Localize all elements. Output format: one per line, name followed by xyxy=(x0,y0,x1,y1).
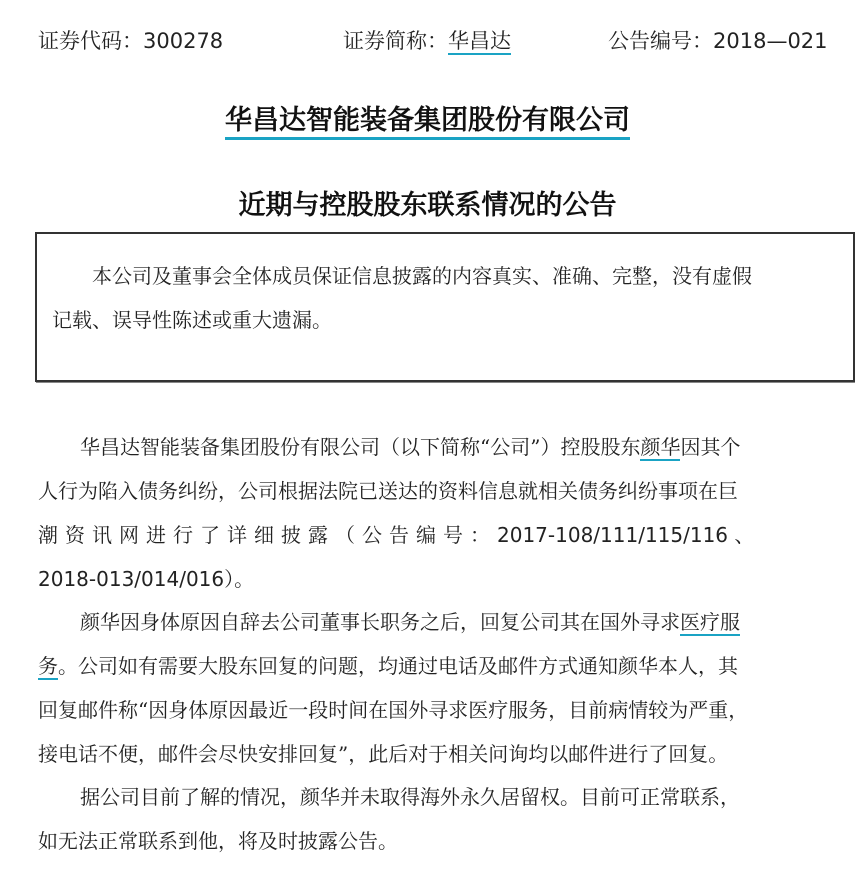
p2-line-1 xyxy=(38,600,828,644)
p1-line-1 xyxy=(38,425,828,469)
announcement-subject: 近期与控股股东联系情况的公告 xyxy=(238,190,617,221)
announcement-header xyxy=(38,26,828,56)
p1-line-4 xyxy=(38,557,828,601)
p2-line-2 xyxy=(38,644,828,688)
p3-line-2: 如无法正常联系到他，将及时披露公告。 xyxy=(38,829,398,853)
paragraph-medical-treatment xyxy=(38,600,828,776)
company-title-link[interactable]: 华昌达智能装备集团股份有限公司 xyxy=(225,105,630,140)
security-code-label: 证券代码： xyxy=(38,29,143,53)
security-short-name xyxy=(343,26,511,56)
notice-number-label: 公告编号： xyxy=(608,29,713,53)
notice-numbers-2017: 2017-108/111/115/116 xyxy=(497,523,729,547)
p2-text: 。公司如有需要大股东回复的问题，均通过电话及邮件方式通知颜华本人，其 xyxy=(58,654,738,678)
p2-text: 颜华因身体原因自辞去公司董事长职务之后，回复公司其在国外寻求 xyxy=(80,610,680,634)
disclaimer-line-2: 记载、误导性陈述或重大遗漏。 xyxy=(52,308,332,332)
p3-line-1: 据公司目前了解的情况，颜华并未取得海外永久居留权。目前可正常联系， xyxy=(80,785,740,809)
medical-service-link-cont[interactable]: 务 xyxy=(38,654,58,678)
p1-text: 因其个 xyxy=(680,435,741,459)
paragraph-debt-dispute xyxy=(38,425,828,601)
notice-numbers-2018: 2018-013/014/016 xyxy=(38,567,225,591)
p1-text: 华昌达智能装备集团股份有限公司（以下简称“公司”）控股股东 xyxy=(80,435,641,459)
security-short-name-label: 证券简称： xyxy=(343,29,448,53)
disclaimer-box xyxy=(35,232,855,382)
p2-line-4: 接电话不便，邮件会尽快安排回复”，此后对于相关问询均以邮件进行了回复。 xyxy=(38,742,729,766)
notice-number-value: 2018—021 xyxy=(713,29,828,53)
p1-text: 、 xyxy=(728,523,755,547)
p2-line-3: 回复邮件称“因身体原因最近一段时间在国外寻求医疗服务，目前病情较为严重， xyxy=(38,698,749,722)
security-code-value: 300278 xyxy=(143,29,224,53)
notice-number xyxy=(608,26,828,56)
p1-line-2: 人行为陷入债务纠纷，公司根据法院已送达的资料信息就相关债务纠纷事项在巨 xyxy=(38,479,738,503)
disclaimer-text xyxy=(52,254,847,342)
p1-text: ）。 xyxy=(224,567,255,591)
company-title xyxy=(0,98,855,137)
disclaimer-line-1: 本公司及董事会全体成员保证信息披露的内容真实、准确、完整，没有虚假 xyxy=(92,264,752,288)
security-short-name-link[interactable]: 华昌达 xyxy=(448,29,511,53)
medical-service-link[interactable]: 医疗服 xyxy=(680,610,740,634)
security-code xyxy=(38,26,223,56)
shareholder-name-link[interactable]: 颜华 xyxy=(640,435,681,459)
p1-line-3 xyxy=(38,513,828,557)
paragraph-residency xyxy=(38,775,828,863)
p1-text: 潮资讯网进行了详细披露（公告编号： xyxy=(38,523,497,547)
